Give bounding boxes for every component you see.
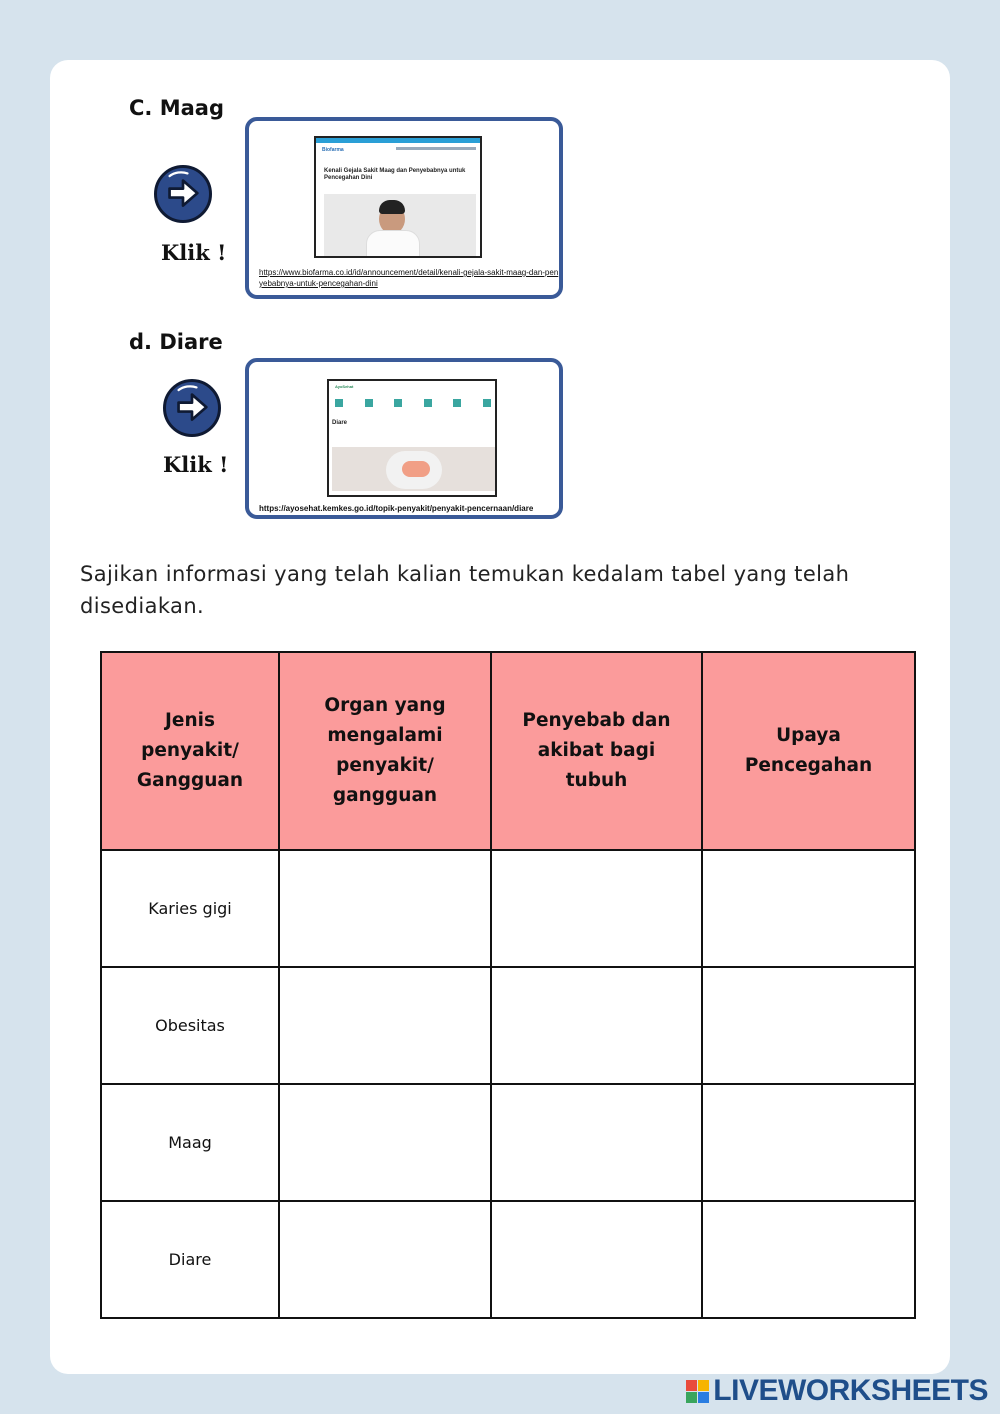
row-label-diare: Diare bbox=[101, 1201, 279, 1318]
header-organ: Organ yang mengalami penyakit/ gangguan bbox=[279, 652, 491, 850]
article-thumbnail-maag bbox=[314, 136, 482, 258]
table-row bbox=[101, 1201, 915, 1318]
row-label-obesitas: Obesitas bbox=[101, 967, 279, 1084]
link-card-maag[interactable] bbox=[245, 117, 563, 299]
section-title-maag: C. Maag bbox=[129, 96, 224, 120]
answer-cell-organ[interactable] bbox=[279, 850, 491, 967]
thumb-brand: Biofarma bbox=[322, 147, 344, 153]
klik-label-maag[interactable]: Klik ! bbox=[161, 240, 227, 265]
table-header-row bbox=[101, 652, 915, 850]
logo-mark-icon bbox=[686, 1380, 709, 1403]
thumb-headline: Kenali Gejala Sakit Maag dan Penyebabnya untuk Pencegahan Dini bbox=[324, 168, 466, 181]
answer-cell-penyebab[interactable] bbox=[491, 1084, 702, 1201]
url-link-maag[interactable]: https://www.biofarma.co.id/id/announcement/detail/kenali-gejala-sakit-maag-dan-penyebabnya-untuk-pencegahan-dini bbox=[259, 268, 559, 288]
instruction-text: Sajikan informasi yang telah kalian temukan kedalam tabel yang telah disediakan. bbox=[80, 562, 850, 618]
thumb-photo bbox=[324, 194, 476, 258]
klik-label-diare[interactable]: Klik ! bbox=[163, 452, 229, 477]
header-jenis-penyakit: Jenis penyakit/ Gangguan bbox=[101, 652, 279, 850]
logo-text: LIVEWORKSHEETS bbox=[713, 1374, 988, 1407]
answer-cell-organ[interactable] bbox=[279, 967, 491, 1084]
section-title-diare: d. Diare bbox=[129, 330, 223, 354]
liveworksheets-logo[interactable] bbox=[686, 1374, 988, 1408]
arrow-right-icon[interactable] bbox=[154, 165, 212, 223]
answer-cell-upaya[interactable] bbox=[702, 1201, 915, 1318]
table-row bbox=[101, 967, 915, 1084]
header-upaya: Upaya Pencegahan bbox=[702, 652, 915, 850]
url-link-diare[interactable]: https://ayosehat.kemkes.go.id/topik-penyakit/penyakit-pencernaan/diare bbox=[259, 504, 534, 513]
row-label-karies: Karies gigi bbox=[101, 850, 279, 967]
thumb-photo bbox=[332, 447, 496, 491]
arrow-right-icon[interactable] bbox=[163, 379, 221, 437]
article-thumbnail-diare bbox=[327, 379, 497, 497]
answer-cell-organ[interactable] bbox=[279, 1201, 491, 1318]
thumb-headline: Diare bbox=[332, 420, 348, 426]
answer-cell-penyebab[interactable] bbox=[491, 967, 702, 1084]
answer-table bbox=[100, 651, 916, 1319]
answer-cell-penyebab[interactable] bbox=[491, 850, 702, 967]
link-card-diare[interactable] bbox=[245, 358, 563, 519]
header-penyebab: Penyebab dan akibat bagi tubuh bbox=[491, 652, 702, 850]
answer-cell-organ[interactable] bbox=[279, 1084, 491, 1201]
answer-cell-upaya[interactable] bbox=[702, 1084, 915, 1201]
row-label-maag: Maag bbox=[101, 1084, 279, 1201]
answer-cell-penyebab[interactable] bbox=[491, 1201, 702, 1318]
answer-cell-upaya[interactable] bbox=[702, 967, 915, 1084]
table-row bbox=[101, 850, 915, 967]
answer-cell-upaya[interactable] bbox=[702, 850, 915, 967]
table-row bbox=[101, 1084, 915, 1201]
thumb-brand: AyoSehat bbox=[335, 384, 354, 389]
